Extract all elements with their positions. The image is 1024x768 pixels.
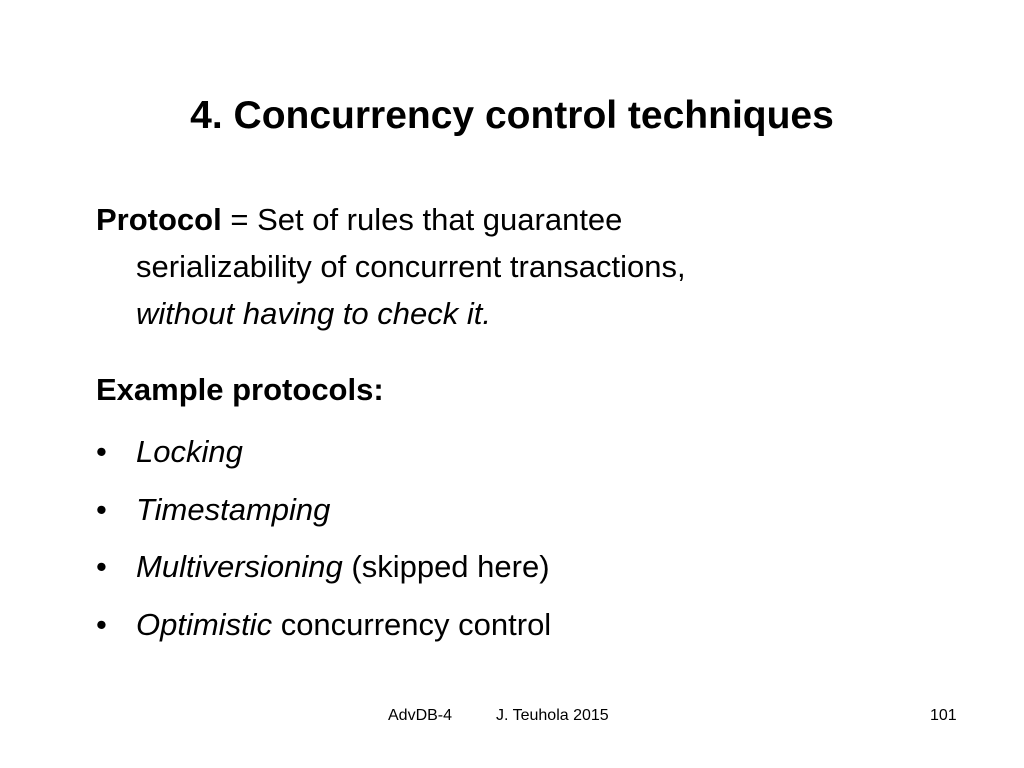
definition-text-line2: serializability of concurrent transactions, — [136, 249, 686, 284]
footer-page-number: 101 — [930, 707, 957, 724]
protocol-name: Multiversioning — [136, 549, 343, 584]
protocol-list — [96, 423, 551, 653]
protocol-name: Locking — [136, 434, 243, 469]
definition-term: Protocol — [96, 202, 222, 237]
protocol-name: Optimistic — [136, 606, 273, 642]
bullet-icon: • — [96, 606, 107, 642]
protocol-name: Timestamping — [136, 491, 331, 527]
definition-text-line3: without having to check it. — [136, 296, 491, 331]
protocol-suffix: (skipped here) — [342, 549, 550, 584]
list-item-optimistic — [96, 596, 551, 654]
bullet-icon: • — [96, 491, 107, 527]
footer-author: J. Teuhola 2015 — [496, 707, 609, 724]
bullet-icon: • — [96, 549, 107, 584]
protocol-definition — [96, 196, 956, 337]
examples-heading: Example protocols: — [96, 372, 384, 407]
definition-text-line1: = Set of rules that guarantee — [221, 202, 623, 237]
footer-course: AdvDB-4 — [388, 707, 453, 724]
bullet-icon: • — [96, 434, 107, 469]
definition-first-line — [96, 196, 956, 243]
list-item-timestamping — [96, 481, 551, 539]
slide-title: 4. Concurrency control techniques — [190, 94, 834, 137]
protocol-suffix: concurrency control — [272, 606, 552, 642]
list-item-locking — [96, 423, 551, 481]
list-item-multiversioning — [96, 538, 551, 596]
